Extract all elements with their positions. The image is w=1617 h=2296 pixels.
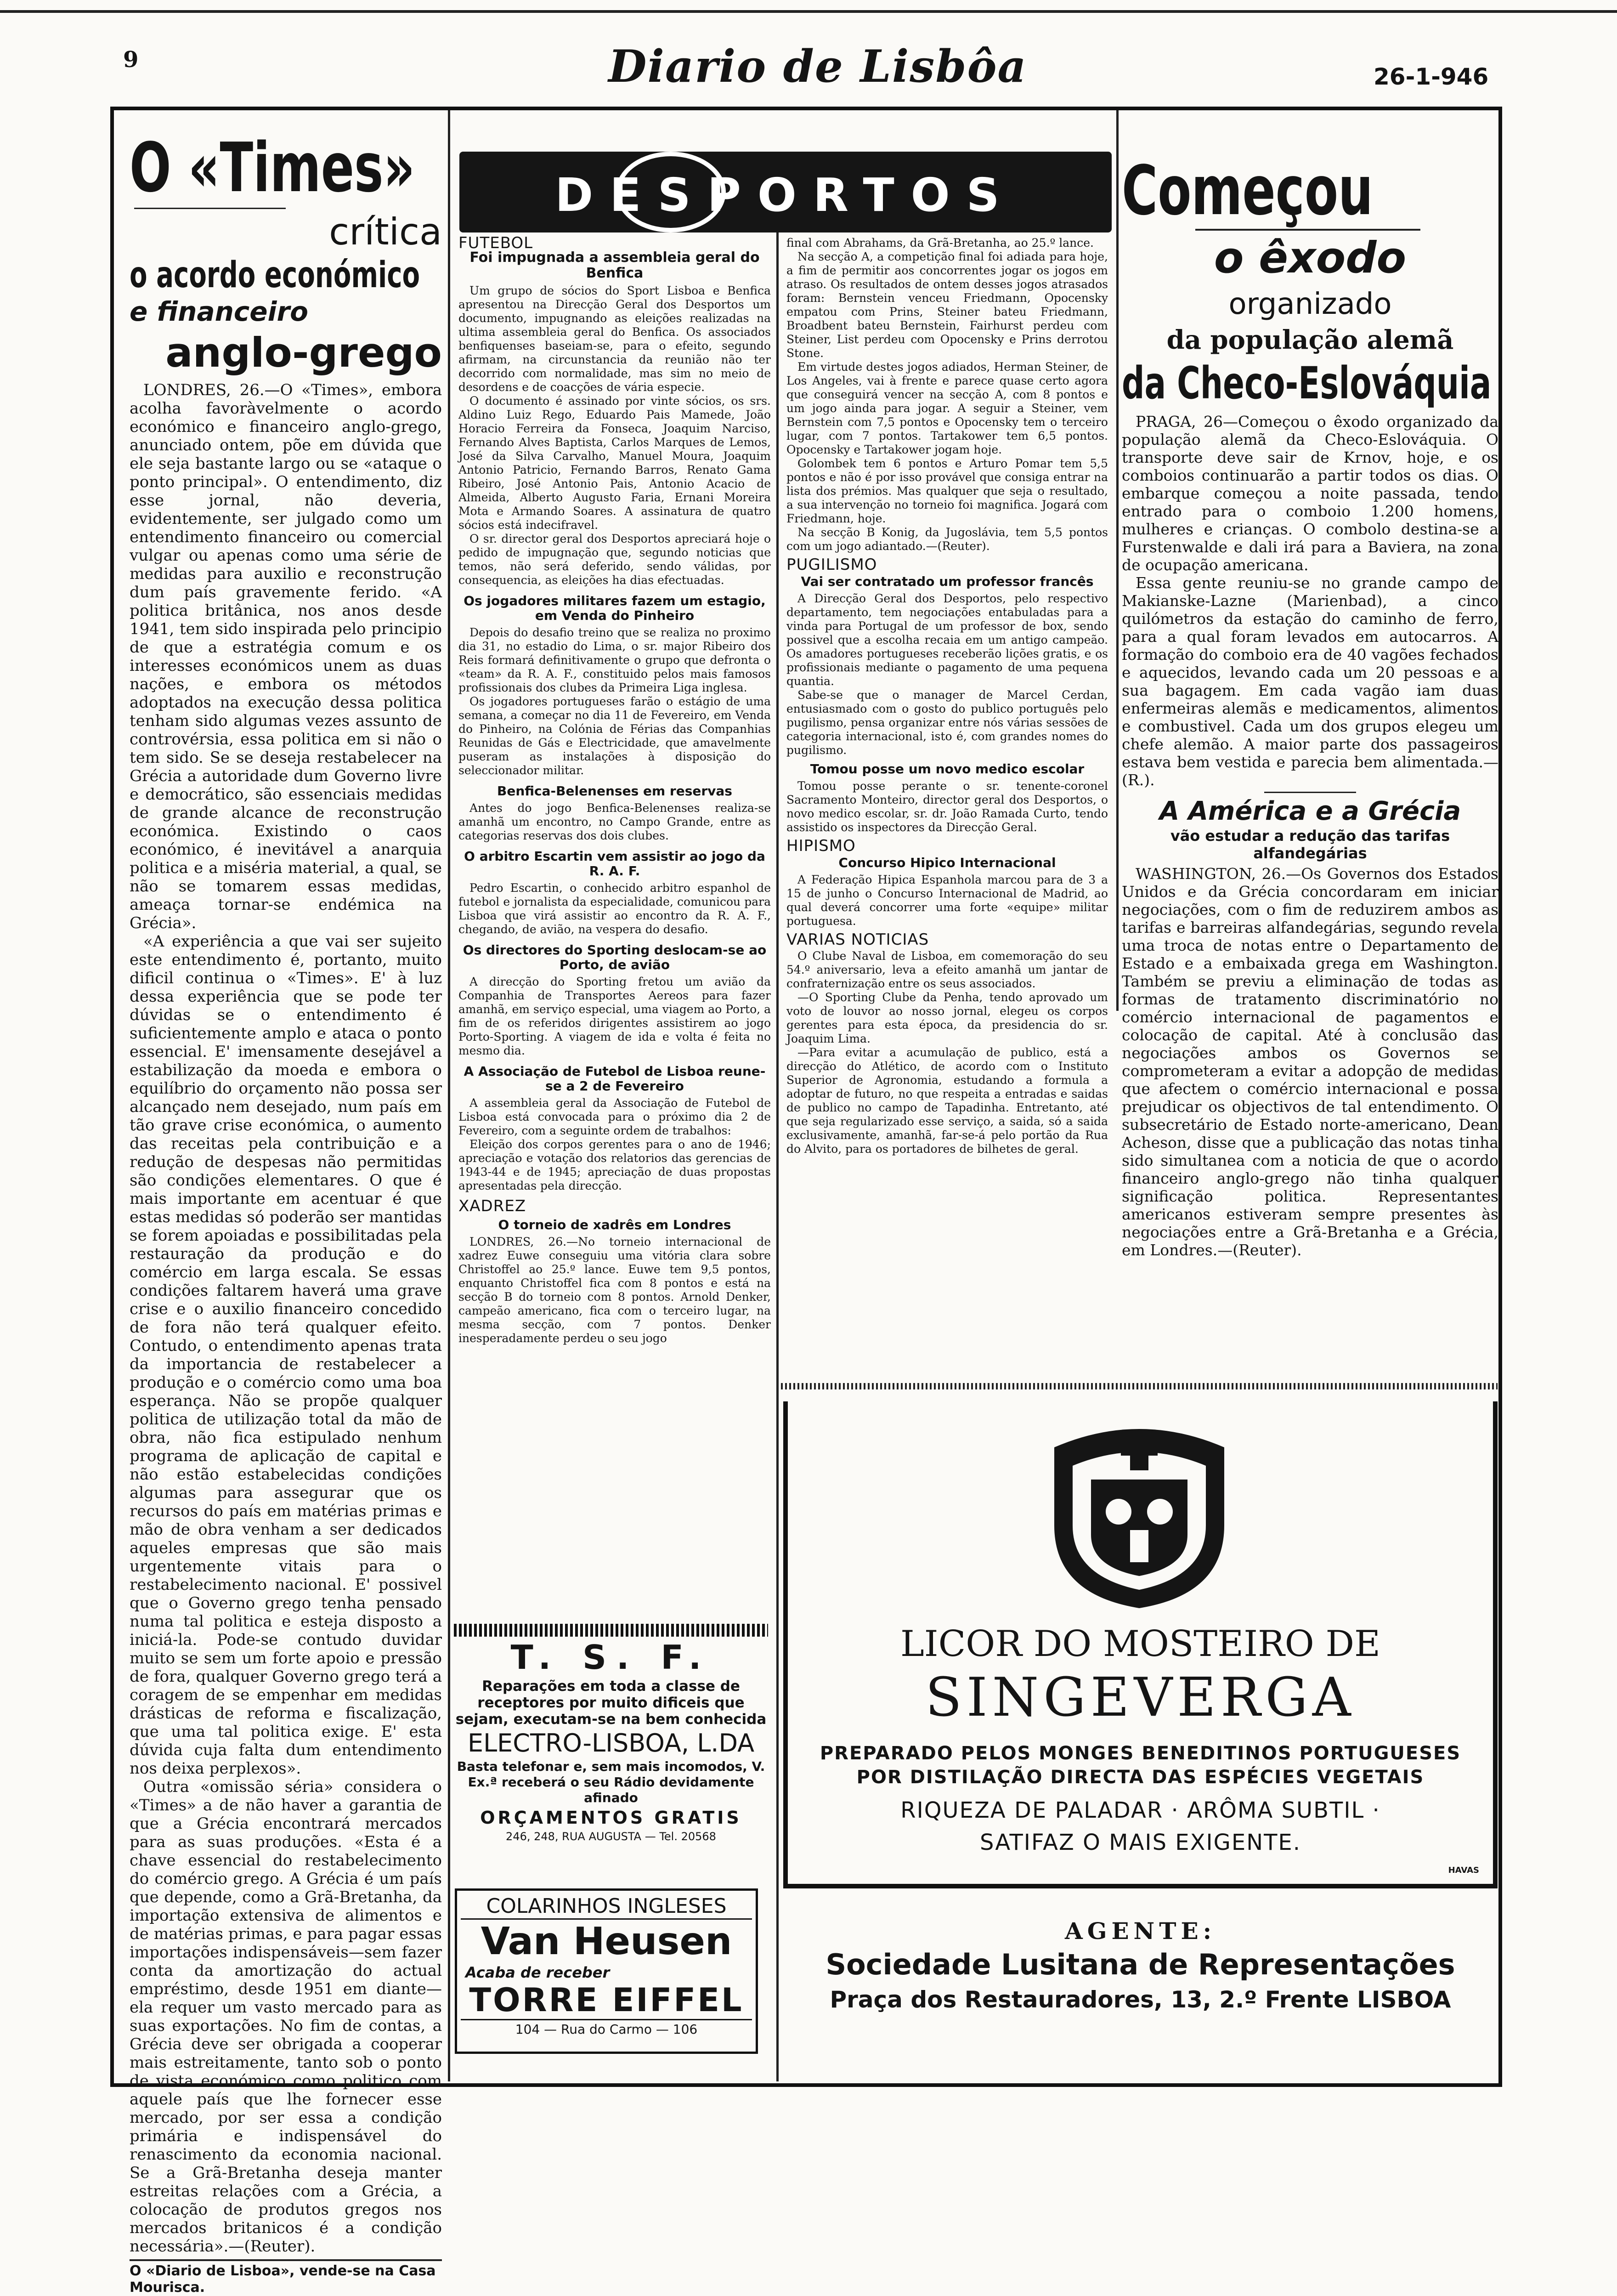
section-hipismo: HIPISMO xyxy=(786,837,856,855)
monastery-emblem-icon xyxy=(1040,1420,1238,1613)
ad-border xyxy=(454,1624,768,1637)
van-store: TORRE EIFFEL xyxy=(461,1981,752,2020)
paragraph: Um grupo de sócios do Sport Lisboa e Benfica apresentou na Direcção Geral dos Desportos um documento, impugnando as eleições realizadas na ultima assembleia geral do Benfica. Os associados benfiquenses baseiam-se, para o efeito, segundo afirmam, na circunstancia da reunião não ter decorrido com normalidade, mas sim no meio de desordens e de coacções de vária especie. xyxy=(458,284,771,394)
section-varias: VARIAS NOTICIAS xyxy=(786,930,929,949)
headline: A Associação de Futebol de Lisboa reune-se a 2 de Fevereiro xyxy=(464,1064,766,1094)
van-sub: Acaba de receber xyxy=(465,1964,610,1981)
van-heusen-ad xyxy=(455,1888,758,2054)
footnote-rule xyxy=(130,2259,442,2261)
licor-text: SATIFAZ O MAIS EXIGENTE. xyxy=(980,1830,1301,1855)
section-futebol: FUTEBOL xyxy=(458,234,533,252)
paragraph: Golombek tem 6 pontos e Arturo Pomar tem 5,5 pontos e não é por isso provável que consiga entrar na lista dos prémios. Mas qualquer que seja o resultado, a sua intervenção no torneio foi magnifica. Jogará com Friedmann, hoje. xyxy=(786,457,1108,525)
paragraph: O documento é assinado por vinte sócios, os srs. Aldino Luiz Rego, Eduardo Pais Mamede, João Horacio Ferreira da Fonseca, Joaquim Narciso, Fernando Alves Baptista, Carlos Marques de Lemos, José da Silva Carvalho, Manuel Moura, Joaquim Antonio Patricio, Fernando Barros, Renato Gama Ribeiro, José Antonio Pais, Antonio Acacio de Almeida, Alberto Augusto Faria, Ernani Moreira Mota e Armando Soares. A assinatura de quatro sócios está indecifravel. xyxy=(458,394,771,532)
grecia-headline: A América e a Grécia xyxy=(1159,796,1461,826)
tsf-ad xyxy=(446,1617,776,1861)
paragraph: A Federação Hipica Espanhola marcou para de 3 a 15 de junho o Concurso Internacional de Madrid, ao qual deverá concorrer uma forte «equipe» militar portuguesa. xyxy=(786,873,1108,928)
times-paragraph: Outra «omissão séria» considera o «Times» a de não haver a garantia de que a Grécia encontrará mercados para as suas produções. «Esta é a chave essencial do restabelecimento do comércio grego. A Grécia é um país que depende, como a Grã-Bretanha, da importação extensiva de alimentos e de matérias primas, e para pagar essas importações indispensáveis—sem fazer conta da amortização do actual empréstimo, desde 1951 em diante—ela requer um vasto mercado para as suas exportações. No fim de contas, a Grécia deve ser obrigada a cooperar mais estreitamente, tanto sob o ponto de vista económico como politico com aquele país que lhe fornecer esse mercado, por ser essa a condição primária e indispensável do renascimento da economia nacional. Se a Grã-Bretanha deseja manter estreitas relações com a Grécia, a colocação de produtos gregos nos mercados britanicos é a condição necessária».—(Reuter). xyxy=(130,1778,442,2256)
licor-title-2: SINGEVERGA xyxy=(925,1667,1356,1729)
agente-name: Sociedade Lusitana de Representações xyxy=(825,1948,1455,1981)
paragraph: —O Sporting Clube da Penha, tendo aprovado um voto de louvor ao nosso jornal, elegeu os corpos gerentes para esta época, da presidencia do sr. Joaquim Lima. xyxy=(786,991,1108,1045)
desportos-banner xyxy=(459,152,1112,232)
exodo-headline-1: Começou xyxy=(1122,151,1373,230)
paragraph: final com Abrahams, da Grã-Bretanha, ao 25.º lance. xyxy=(786,236,1094,249)
headline: Vai ser contratado um professor francês xyxy=(801,574,1094,589)
times-kicker: O «Times» xyxy=(130,128,415,207)
tsf-brand: ELECTRO-LISBOA, L.DA xyxy=(467,1729,755,1757)
van-top: COLARINHOS INGLESES xyxy=(461,1894,752,1920)
times-critica: crítica xyxy=(329,210,442,253)
headline: Os directores do Sporting deslocam-se ao Porto, de avião xyxy=(463,942,767,972)
licor-ad xyxy=(783,1401,1498,1902)
paragraph: A assembleia geral da Associação de Futebol de Lisboa está convocada para o próximo dia 2 de Fevereiro, com a seguinte ordem de trabalhos: xyxy=(458,1096,771,1137)
paragraph: Depois do desafio treino que se realiza no proximo dia 31, no estadio do Lima, o sr. major Ribeiro dos Reis formará definitivamente o grupo que defronta o «team» da R. A. F., constituido pelos mais famosos profissionais dos clubes da Primeira Liga inglesa. xyxy=(458,626,771,694)
paragraph: —Para evitar a acumulação de publico, está a direcção do Atlético, de acordo com o Instituto Superior de Agronomia, estudando a formula a adoptar de futuro, no que respeita a entradas e saidas de publico no campo de Tapadinha. Entretanto, até que seja regularizado esse serviço, a saida, só a saida exclusivamente, amanhã, far-se-á pelo portão da Rua do Alvito, para os portadores de bilhetes de geral. xyxy=(786,1046,1108,1156)
exodo-headline-2: o êxodo xyxy=(1214,233,1407,283)
licor-text: POR DISTILAÇÃO DIRECTA DAS ESPÉCIES VEGETAIS xyxy=(856,1767,1425,1788)
exodo-article xyxy=(1122,151,1498,1259)
top-rule xyxy=(0,10,1617,13)
paragraph: O Clube Naval de Lisboa, em comemoração do seu 54.º aniversario, leva a efeito amanhã um jantar de confraternização entre os seus associados. xyxy=(786,949,1108,990)
section-pugilismo: PUGILISMO xyxy=(786,556,877,574)
agente-label: AGENTE: xyxy=(1064,1917,1216,1945)
paragraph: O sr. director geral dos Desportos apreciará hoje o pedido de impugnação que, segundo noticias que temos, não será deferido, sendo válidas, por consequencia, as eleições ha dias efectuadas. xyxy=(458,532,771,587)
exodo-headline-3: organizado xyxy=(1228,287,1392,321)
agente-address: Praça dos Restauradores, 13, 2.º Frente LISBOA xyxy=(830,1986,1451,2013)
van-brand: Van Heusen xyxy=(481,1920,732,1963)
agente-block xyxy=(783,1916,1498,2016)
paragraph: Na secção B Konig, da Jugoslávia, tem 5,5 pontos com um jogo adiantado.—(Reuter). xyxy=(786,526,1108,553)
times-headline-2: e financeiro xyxy=(130,296,308,327)
page-number: 9 xyxy=(123,47,139,73)
paragraph: Sabe-se que o manager de Marcel Cerdan, entusiasmado com o gosto do publico português pelo pugilismo, pensa organizar entre nós várias sessões de categoria internacional, isto é, com grandes nomes do pugilismo. xyxy=(786,688,1108,757)
banner-title: DESPORTOS xyxy=(555,168,1016,222)
times-headline-3: anglo-grego xyxy=(165,329,442,376)
separator xyxy=(1264,792,1356,793)
paragraph: Antes do jogo Benfica-Belenenses realiza-se amanhã um encontro, no Campo Grande, entre as categorias reservas dos dois clubes. xyxy=(458,801,771,842)
exodo-paragraph: Essa gente reuniu-se no grande campo de Makianske-Lazne (Marienbad), a cinco quilómetros da estação do caminho de ferro, para a qual foram levados em autocarros. A formação do comboio era de 40 vagões fechados e aquecidos, levando cada um 20 pessoas e a sua bagagem. Em cada vagão iam duas enfermeiras alemãs e medicamentos, alimentos e combustivel. Cada um dos grupos elegeu um chefe alemão. A maior parte dos passageiros estava bem vestida e parecia bem alimentada.—(R.). xyxy=(1122,574,1498,789)
ad-border xyxy=(783,1884,1498,1888)
issue-date: 26-1-946 xyxy=(1374,63,1489,90)
paragraph: Pedro Escartin, o conhecido arbitro espanhol de futebol e jornalista da especialidade, comunicou para Lisboa que virá assistir ao encontro da R. A. F., chegando, de avião, na vespera do desafio. xyxy=(458,881,771,936)
paragraph: LONDRES, 26.—No torneio internacional de xadrez Euwe conseguiu uma vitória clara sobre Christoffel ao 25.º lance. Euwe tem 9,5 pontos, enquanto Christoffel fica com 8 pontos e está na secção B do torneio com 8 pontos. Arnold Denker, campeão americano, fica com o terceiro lugar, na mesma secção, com 7 pontos. Denker inesperadamente perdeu o seu jogo xyxy=(458,1235,771,1345)
grecia-subhead: vão estudar a redução das tarifas alfandegárias xyxy=(1170,827,1450,862)
masthead: Diario de Lisbôa xyxy=(608,40,1027,92)
tsf-orcamentos: ORÇAMENTOS GRATIS xyxy=(480,1808,742,1828)
column-rule xyxy=(1116,110,1119,1011)
paragraph: Em virtude destes jogos adiados, Herman Steiner, de Los Angeles, vai à frente e parece quase certo agora que conseguirá vencer na secção A, com 8 pontos e um jogo ainda para jogar. A seguir a Steiner, vem Bernstein com 7,5 pontos e Opocensky tem o terceiro lugar, com 7 pontos. Tartakower tem 6,5 pontos. Opocensky e Tartakower jogam hoje. xyxy=(786,360,1108,456)
exodo-paragraph: PRAGA, 26—Começou o êxodo organizado da população alemã da Checo-Eslováquia. O transporte deve sair de Krnov, hoje, e os comboios continuarão a partir todos os dias. O embarque começou a noite passada, tendo entrado para o comboio 1.200 homens, mulheres e crianças. O combolo destina-se a Furstenwalde e dali irá para a Baviera, na zona de ocupação americana. xyxy=(1122,413,1498,574)
licor-text: RIQUEZA DE PALADAR · ARÔMA SUBTIL · xyxy=(900,1797,1380,1823)
footnote: O «Diario de Lisboa», vende-se na Casa Mourisca. xyxy=(130,2263,436,2296)
paragraph: Na secção A, a competição final foi adiada para hoje, a fim de permitir aos concorrentes jogar os jogos em atraso. Os resultados de ontem desses jogos atrasados foram: Bernstein venceu Friedmann, Opocensky empatou com Prins, Steiner bateu Friedmann, Broadbent bateu Bernstein, Fairhurst perdeu com Steiner, List perdeu com Opocensky e Prins derrotou Stone. xyxy=(786,250,1108,360)
desportos-column-right xyxy=(786,236,1108,1156)
exodo-headline-5: da Checo-Eslováquia xyxy=(1122,357,1492,409)
desportos-column-left xyxy=(458,236,771,1345)
paragraph: A direcção do Sporting fretou um avião da Companhia de Transportes Aereos para fazer amanhã, em serviço especial, uma viagem ao Porto, a fim de os referidos dirigentes assistirem ao jogo Porto-Sporting. A viagem de ida e volta é feita no mesmo dia. xyxy=(458,975,771,1057)
grecia-paragraph: WASHINGTON, 26.—Os Governos dos Estados Unidos e da Grécia concordaram em iniciar negociações, com o fim de reduzirem ambos as tarifas e barreiras alfandegárias, segundo revela uma troca de notas entre o Departamento de Estado e a embaixada grega em Washington. Também se previu a eliminação de todas as formas de tratamento discriminatório no comércio internacional de pagamentos e colocação de capital. Até à conclusão das negociações ambos os Governos se comprometeram a evitar a adopção de medidas que afectem o comércio internacional e possa prejudicar os objectivos de tal entendimento. O subsecretário de Estado norte-americano, Dean Acheson, disse que a publicação das notas tinha sido simultanea com a noticia de que o acordo financeiro anglo-grego não tinha qualquer significação politica. Representantes americanos estiveram sempre presentes às negociações entre a Grã-Bretanha e a Grécia, em Londres.—(Reuter). xyxy=(1122,865,1498,1259)
section-xadrez: XADREZ xyxy=(458,1197,526,1215)
paragraph: Tomou posse perante o sr. tenente-coronel Sacramento Monteiro, director geral dos Desportos, o novo medico escolar, sr. dr. João Ramada Curto, tendo assistido os inspectores da Direcção Geral. xyxy=(786,779,1108,834)
column-rule xyxy=(776,221,779,2081)
times-paragraph: LONDRES, 26.—O «Times», embora acolha favoràvelmente o acordo económico e financeiro anglo-grego, anunciado ontem, põe em dúvida que ele seja bastante largo ou se «ataque o ponto principal». O entendimento, diz esse jornal, não deveria, evidentemente, ser julgado como um entendimento financeiro ou comercial vulgar ou apenas como uma série de medidas para auxilio e reconstrução dum país gravemente ferido. «A politica britânica, nos anos desde 1941, tem sido inspirada pelo principio de que a estratégia comum e os interesses económicos unem as duas nações, e embora os métodos adoptados na execução dessa politica tenham sido algumas vezes assunto de controvérsia, essa politica em si não o tem sido. Se se deseja restabelecer na Grécia a autoridade dum Governo livre e democrático, são essenciais medidas de grande alcance de reconstrução económica. Existindo o caos económico, é inevitável a anarquia politica e a miséria material, a qual, se não se tomarem essas medidas, ameaça tornar-se endémica na Grécia». xyxy=(130,381,442,932)
paragraph: Eleição dos corpos gerentes para o ano de 1946; apreciação e votação dos relatorios das gerencias de 1943-44 e de 1945; apreciação de duas propostas apresentadas pela direcção. xyxy=(458,1138,771,1192)
headline: O torneio de xadrês em Londres xyxy=(498,1217,731,1232)
headline: O arbitro Escartin vem assistir ao jogo da R. A. F. xyxy=(464,849,765,879)
tsf-text: Basta telefonar e, sem mais incomodos, V. Ex.ª receberá o seu Rádio devidamente afinado xyxy=(457,1759,765,1805)
tsf-address: 246, 248, RUA AUGUSTA — Tel. 20568 xyxy=(506,1830,716,1843)
licor-title-1: LICOR DO MOSTEIRO DE xyxy=(900,1623,1380,1665)
headline: Benfica-Belenenses em reservas xyxy=(497,783,732,799)
paragraph: A Direcção Geral dos Desportos, pelo respectivo departamento, tem negociações entabuladas para a vinda para Portugal de um professor de box, sendo possivel que a escolha recaia em um antigo campeão. Os amadores portugueses receberão lições gratis, e os profissionais mediante o pagamento de uma pequena quantia. xyxy=(786,592,1108,688)
headline: Concurso Hipico Internacional xyxy=(838,855,1056,870)
tsf-text: Reparações em toda a classe de receptores por muito dificeis que sejam, executam-se na bem conhecida xyxy=(455,1678,767,1728)
ad-credit: HAVAS xyxy=(1448,1865,1479,1875)
headline: Foi impugnada a assembleia geral do Benfica xyxy=(469,249,760,281)
paragraph: Os jogadores portugueses farão o estágio de uma semana, a começar no dia 11 de Fevereiro, em Venda do Pinheiro, na Colónia de Férias das Companhias Reunidas de Gás e Electricidade, que amavelmente puseram as instalações à disposição do seleccionador militar. xyxy=(458,695,771,777)
dotted-rule xyxy=(781,1383,1498,1389)
headline: Os jogadores militares fazem um estagio, em Venda do Pinheiro xyxy=(464,593,766,623)
van-address: 104 — Rua do Carmo — 106 xyxy=(515,2022,698,2037)
times-article xyxy=(130,128,442,2296)
tsf-title: T. S. F. xyxy=(510,1638,712,1677)
exodo-headline-4: da população alemã xyxy=(1166,325,1454,355)
headline: Tomou posse um novo medico escolar xyxy=(810,761,1085,777)
times-paragraph: «A experiência a que vai ser sujeito este entendimento é, portanto, muito dificil continua o «Times». E' à luz dessa experiência que se pode ter dúvidas se o entendimento é suficientemente amplo e ataca o ponto essencial. E' imensamente desejável a estabilização da moeda e embora o equilíbrio do orçamento não possa ser alcançado nem desejado, num país em tão grave crise económica, o aumento das receitas pela contribuição e a redução de despesas não permitidas são condições elementares. O que é mais importante em acentuar é que estas medidas só poderão ser mantidas se forem apoiadas e possibilitadas pela restauração da produção e do comércio em larga escala. Se essas condições faltarem haverá uma grave crise e o auxilio financeiro concedido de fora não terá qualquer efeito. Contudo, o entendimento apenas trata da importancia de restabelecer a produção e o comércio como uma boa esperança. Não se propõe qualquer politica de utilização total da mão de obra, não fica estipulado nenhum programa de aplicação de capital e não estão estabelecidas condições algumas para assegurar que os recursos do país em matérias primas e mão de obra venham a ser dedicados aqueles empresas que são mais urgentemente vitais para o restabelecimento nacional. E' possivel que o Governo grego tenha pensado numa tal politica e esteja disposto a iniciá-la. Pode-se contudo duvidar muito se sem um forte apoio e pressão de fora, qualquer Governo grego terá a coragem de se empenhar em medidas drásticas de reforma e fiscalização, que uma tal politica exige. E' esta dúvida cuja falta dum entendimento nos deixa perplexos». xyxy=(130,932,442,1778)
licor-text: PREPARADO PELOS MONGES BENEDITINOS PORTUGUESES xyxy=(820,1743,1461,1764)
times-headline-1: o acordo económico xyxy=(130,255,420,296)
